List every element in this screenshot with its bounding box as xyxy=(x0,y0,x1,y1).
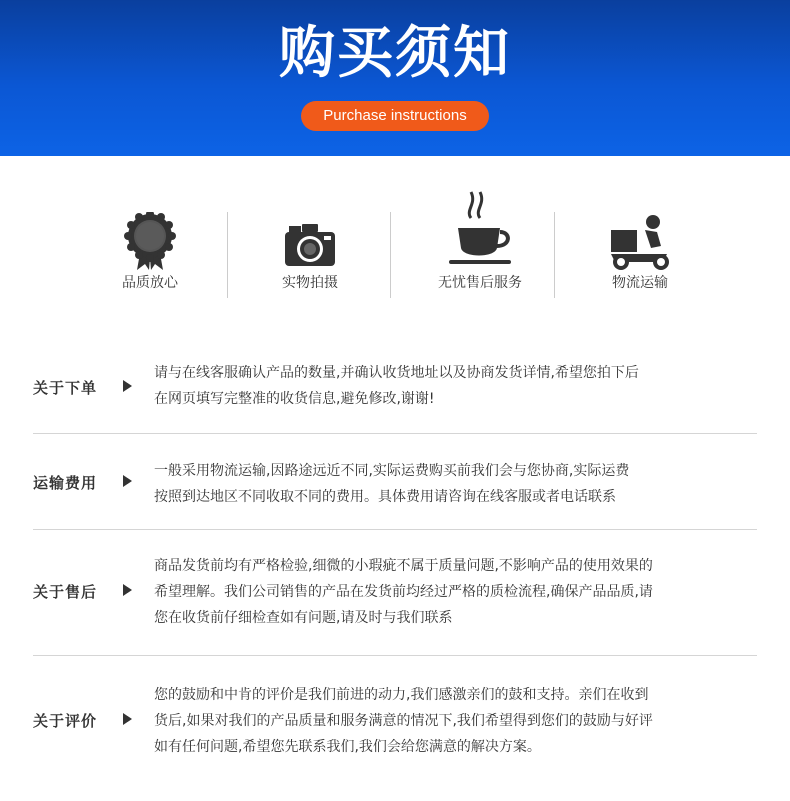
feature-logistics xyxy=(560,200,720,310)
body-line: 如有任何问题,希望您先联系我们,我们会给您满意的解决方案。 xyxy=(154,739,541,755)
divider xyxy=(33,433,757,434)
feature-label: 品质放心 xyxy=(122,275,178,291)
section-body xyxy=(154,458,754,510)
award-badge-icon xyxy=(115,212,185,272)
arrow-right-icon xyxy=(123,475,132,487)
body-line: 希望理解。我们公司销售的产品在发货前均经过严格的质检流程,确保产品品质,请 xyxy=(154,584,653,600)
body-line: 您的鼓励和中肯的评价是我们前进的动力,我们感激亲们的鼓和支持。亲们在收到 xyxy=(154,687,649,703)
arrow-right-icon xyxy=(123,380,132,392)
arrow-right-icon xyxy=(123,584,132,596)
body-line: 按照到达地区不同收取不同的费用。具体费用请咨询在线客服或者电话联系 xyxy=(154,489,616,505)
section-body xyxy=(154,682,754,760)
feature-label: 实物拍摄 xyxy=(282,275,338,291)
section-body xyxy=(154,553,754,631)
body-line: 您在收货前仔细检查如有问题,请及时与我们联系 xyxy=(154,610,453,626)
divider xyxy=(554,212,555,298)
section-heading: 关于售后 xyxy=(33,583,98,601)
body-line: 在网页填写完整准的收货信息,避免修改,谢谢! xyxy=(154,391,435,407)
body-line: 一般采用物流运输,因路途远近不同,实际运费购买前我们会与您协商,实际运费 xyxy=(154,463,630,479)
feature-label: 无忧售后服务 xyxy=(438,275,522,291)
section-heading: 运输费用 xyxy=(33,474,98,492)
section-heading: 关于下单 xyxy=(33,379,98,397)
delivery-scooter-icon xyxy=(605,212,675,272)
divider xyxy=(227,212,228,298)
coffee-cup-icon xyxy=(445,188,515,272)
arrow-right-icon xyxy=(123,713,132,725)
body-line: 请与在线客服确认产品的数量,并确认收货地址以及协商发货详情,希望您拍下后 xyxy=(154,365,639,381)
section-body xyxy=(154,360,754,412)
subtitle-badge: Purchase instructions xyxy=(301,101,489,131)
section-heading: 关于评价 xyxy=(33,712,98,730)
divider xyxy=(33,529,757,530)
feature-quality xyxy=(70,200,230,310)
feature-after-sales xyxy=(400,200,560,310)
feature-real-photo xyxy=(230,200,390,310)
feature-label: 物流运输 xyxy=(612,275,668,291)
feature-icons-row xyxy=(70,200,720,310)
body-line: 商品发货前均有严格检验,细微的小瑕疵不属于质量问题,不影响产品的使用效果的 xyxy=(154,558,653,574)
camera-icon xyxy=(275,212,345,272)
divider xyxy=(390,212,391,298)
header-banner xyxy=(0,0,790,156)
page-title: 购买须知 xyxy=(279,21,511,86)
body-line: 货后,如果对我们的产品质量和服务满意的情况下,我们希望得到您们的鼓励与好评 xyxy=(154,713,653,729)
divider xyxy=(33,655,757,656)
